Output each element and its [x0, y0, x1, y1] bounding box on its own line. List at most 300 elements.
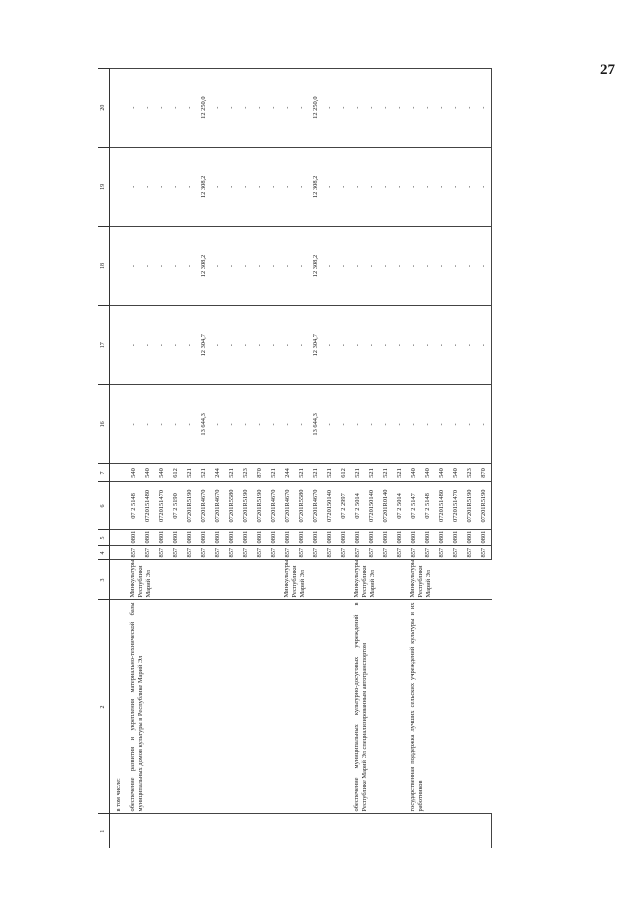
value-cell: -: [211, 68, 225, 147]
code-cell: 0801: [351, 530, 365, 546]
value-cell: -: [393, 68, 407, 147]
code-cell: 523: [463, 464, 477, 482]
code-cell: 0801: [435, 530, 449, 546]
code-cell: 857: [183, 546, 197, 560]
code-cell: 521: [379, 464, 393, 482]
table-cell: [110, 68, 128, 147]
code-cell: 07 2 5148: [127, 482, 141, 530]
code-cell: 0801: [253, 530, 267, 546]
code-cell: 540: [141, 464, 155, 482]
code-cell: 0801: [239, 530, 253, 546]
value-cell: -: [127, 385, 141, 464]
value-cell: -: [323, 306, 337, 385]
col-header: 6: [98, 482, 110, 530]
table-cell: [463, 814, 477, 848]
intro-label: в том числе:: [110, 600, 128, 814]
col-header: 1: [98, 814, 110, 848]
table-cell: [225, 814, 239, 848]
value-cell: -: [253, 385, 267, 464]
value-cell: -: [141, 385, 155, 464]
value-cell: -: [393, 306, 407, 385]
col-header: 19: [98, 147, 110, 226]
code-cell: 870: [477, 464, 492, 482]
value-cell: -: [463, 306, 477, 385]
code-cell: 857: [211, 546, 225, 560]
code-cell: 540: [435, 464, 449, 482]
value-cell: -: [379, 306, 393, 385]
value-cell: -: [337, 68, 351, 147]
code-cell: 0801: [169, 530, 183, 546]
value-cell: -: [407, 306, 421, 385]
table-cell: [323, 814, 337, 848]
code-cell: 857: [323, 546, 337, 560]
table-cell: [183, 814, 197, 848]
value-cell: -: [421, 385, 435, 464]
code-cell: 0801: [225, 530, 239, 546]
value-cell: -: [365, 226, 379, 305]
code-cell: 0801: [211, 530, 225, 546]
value-cell: -: [267, 306, 281, 385]
code-cell: 857: [309, 546, 323, 560]
value-cell: -: [211, 385, 225, 464]
value-cell: -: [365, 147, 379, 226]
table-cell: [110, 530, 128, 546]
code-cell: 612: [169, 464, 183, 482]
code-cell: 07 2 5147: [407, 482, 421, 530]
code-cell: 857: [449, 546, 463, 560]
value-cell: -: [267, 385, 281, 464]
code-cell: 0801: [295, 530, 309, 546]
col-header: 4: [98, 546, 110, 560]
code-cell: 857: [379, 546, 393, 560]
budget-table: [98, 68, 492, 848]
value-cell: -: [435, 306, 449, 385]
code-cell: 857: [141, 546, 155, 560]
value-cell: -: [155, 147, 169, 226]
code-cell: 0801: [127, 530, 141, 546]
code-cell: 857: [421, 546, 435, 560]
code-cell: 870: [253, 464, 267, 482]
value-cell: -: [267, 147, 281, 226]
table-cell: [110, 147, 128, 226]
value-cell: -: [435, 226, 449, 305]
table-cell: [211, 814, 225, 848]
code-cell: 0801: [449, 530, 463, 546]
code-cell: 244: [281, 464, 295, 482]
value-cell: -: [225, 306, 239, 385]
code-cell: 540: [127, 464, 141, 482]
table-cell: [477, 814, 492, 848]
col-header: 5: [98, 530, 110, 546]
code-cell: 07201R5190: [463, 482, 477, 530]
value-cell: -: [295, 147, 309, 226]
value-cell: -: [225, 385, 239, 464]
value-cell: 12 250,0: [197, 68, 211, 147]
value-cell: -: [435, 385, 449, 464]
value-cell: -: [477, 147, 492, 226]
value-cell: -: [421, 147, 435, 226]
value-cell: -: [435, 147, 449, 226]
table-cell: [281, 814, 295, 848]
code-cell: 857: [169, 546, 183, 560]
value-cell: -: [169, 306, 183, 385]
code-cell: 521: [295, 464, 309, 482]
value-cell: -: [477, 385, 492, 464]
code-cell: 0801: [393, 530, 407, 546]
value-cell: -: [365, 306, 379, 385]
value-cell: -: [211, 226, 225, 305]
code-cell: 07 2 5014: [351, 482, 365, 530]
table-cell: [365, 814, 379, 848]
value-cell: -: [127, 306, 141, 385]
code-cell: 0801: [463, 530, 477, 546]
code-cell: 0801: [197, 530, 211, 546]
value-cell: -: [281, 306, 295, 385]
code-cell: 07201R5190: [477, 482, 492, 530]
value-cell: -: [463, 147, 477, 226]
intro-row: [110, 68, 128, 848]
code-cell: 540: [155, 464, 169, 482]
code-cell: 0801: [155, 530, 169, 546]
code-cell: 521: [183, 464, 197, 482]
value-cell: -: [407, 68, 421, 147]
value-cell: -: [127, 147, 141, 226]
code-cell: 0801: [267, 530, 281, 546]
value-cell: -: [463, 226, 477, 305]
administrator-cell: Минкультуры Республики Марий Эл: [407, 560, 492, 600]
value-cell: -: [253, 226, 267, 305]
table-cell: [110, 306, 128, 385]
code-cell: 857: [393, 546, 407, 560]
value-cell: -: [351, 226, 365, 305]
value-cell: -: [183, 385, 197, 464]
value-cell: -: [141, 68, 155, 147]
code-cell: 540: [407, 464, 421, 482]
value-cell: -: [337, 226, 351, 305]
value-cell: -: [407, 147, 421, 226]
value-cell: -: [169, 226, 183, 305]
code-cell: 07201R4670: [267, 482, 281, 530]
value-cell: -: [295, 68, 309, 147]
value-cell: -: [379, 147, 393, 226]
table-cell: [435, 814, 449, 848]
value-cell: -: [407, 385, 421, 464]
value-cell: -: [449, 306, 463, 385]
table-row: [127, 68, 141, 848]
code-cell: 857: [463, 546, 477, 560]
value-cell: -: [127, 226, 141, 305]
code-cell: 0801: [337, 530, 351, 546]
rotated-table-container: [98, 68, 554, 848]
value-cell: -: [449, 68, 463, 147]
code-cell: 07201R5580: [225, 482, 239, 530]
value-cell: -: [295, 226, 309, 305]
code-cell: 07201R5190: [253, 482, 267, 530]
value-cell: -: [169, 68, 183, 147]
code-cell: 0720151480: [141, 482, 155, 530]
value-cell: -: [449, 226, 463, 305]
code-cell: 857: [407, 546, 421, 560]
table-cell: [197, 814, 211, 848]
value-cell: -: [295, 306, 309, 385]
value-cell: -: [239, 147, 253, 226]
value-cell: 12 308,2: [197, 147, 211, 226]
value-cell: -: [379, 68, 393, 147]
table-cell: [110, 482, 128, 530]
value-cell: 12 308,2: [309, 226, 323, 305]
value-cell: -: [393, 147, 407, 226]
table-cell: [309, 814, 323, 848]
value-cell: -: [225, 68, 239, 147]
value-cell: -: [463, 385, 477, 464]
code-cell: 0801: [421, 530, 435, 546]
code-cell: 0801: [183, 530, 197, 546]
value-cell: -: [477, 306, 492, 385]
code-cell: 07 2 2997: [337, 482, 351, 530]
code-cell: 0801: [323, 530, 337, 546]
table-cell: [127, 814, 141, 848]
code-cell: 521: [323, 464, 337, 482]
code-cell: 857: [295, 546, 309, 560]
code-cell: 521: [393, 464, 407, 482]
code-cell: 0720151480: [435, 482, 449, 530]
code-cell: 07201R5190: [183, 482, 197, 530]
value-cell: -: [211, 147, 225, 226]
value-cell: -: [393, 226, 407, 305]
value-cell: 12 304,7: [309, 306, 323, 385]
value-cell: -: [155, 306, 169, 385]
code-cell: 244: [211, 464, 225, 482]
value-cell: -: [323, 226, 337, 305]
table-cell: [379, 814, 393, 848]
value-cell: -: [281, 147, 295, 226]
code-cell: 521: [365, 464, 379, 482]
table-cell: [407, 814, 421, 848]
value-cell: -: [323, 147, 337, 226]
value-cell: -: [337, 306, 351, 385]
table-cell: [253, 814, 267, 848]
value-cell: 12 308,2: [309, 147, 323, 226]
value-cell: -: [239, 306, 253, 385]
code-cell: 0801: [281, 530, 295, 546]
table-cell: [110, 385, 128, 464]
code-cell: 521: [197, 464, 211, 482]
col-header: 7: [98, 464, 110, 482]
value-cell: -: [183, 226, 197, 305]
table-cell: [141, 814, 155, 848]
value-cell: -: [449, 385, 463, 464]
col-header: 18: [98, 226, 110, 305]
value-cell: -: [127, 68, 141, 147]
value-cell: -: [253, 68, 267, 147]
code-cell: 07201R4670: [281, 482, 295, 530]
code-cell: 857: [127, 546, 141, 560]
value-cell: -: [141, 226, 155, 305]
value-cell: -: [477, 68, 492, 147]
value-cell: -: [155, 226, 169, 305]
value-cell: -: [351, 385, 365, 464]
code-cell: 07201R4670: [197, 482, 211, 530]
code-cell: 521: [309, 464, 323, 482]
value-cell: -: [365, 385, 379, 464]
value-cell: -: [351, 147, 365, 226]
value-cell: 13 644,3: [197, 385, 211, 464]
code-cell: 857: [225, 546, 239, 560]
col-header: 17: [98, 306, 110, 385]
value-cell: -: [323, 385, 337, 464]
code-cell: 857: [337, 546, 351, 560]
value-cell: -: [365, 68, 379, 147]
value-cell: -: [351, 306, 365, 385]
code-cell: 857: [477, 546, 492, 560]
indicator-label: обеспечение развития и укрепления материально-технической базы муниципальных домов культуры в Республике Марий Эл: [127, 600, 281, 814]
code-cell: 857: [267, 546, 281, 560]
code-cell: 07201R5580: [295, 482, 309, 530]
code-cell: 0720151470: [449, 482, 463, 530]
value-cell: -: [393, 385, 407, 464]
code-cell: 07201R4670: [309, 482, 323, 530]
indicator-label: государственная поддержка лучших сельских учреждений культуры и их работников: [407, 600, 492, 814]
value-cell: -: [379, 226, 393, 305]
value-cell: -: [225, 226, 239, 305]
value-cell: -: [225, 147, 239, 226]
table-cell: [295, 814, 309, 848]
code-cell: 857: [435, 546, 449, 560]
value-cell: -: [295, 385, 309, 464]
value-cell: -: [351, 68, 365, 147]
value-cell: -: [281, 385, 295, 464]
value-cell: -: [407, 226, 421, 305]
code-cell: 07 2 5148: [421, 482, 435, 530]
indicator-label: обеспечение муниципальных культурно-досуговых учреждений в Республике Марий Эл специализированным автотранспортом: [351, 600, 407, 814]
indicator-label: [281, 600, 351, 814]
value-cell: -: [267, 68, 281, 147]
table-header: [98, 68, 110, 848]
col-header: 3: [98, 560, 110, 600]
value-cell: -: [141, 147, 155, 226]
value-cell: -: [155, 68, 169, 147]
code-cell: 0801: [309, 530, 323, 546]
col-header: 16: [98, 385, 110, 464]
code-cell: 857: [197, 546, 211, 560]
administrator-cell: Минкультуры Республики Марий Эл: [281, 560, 351, 600]
code-cell: 0801: [379, 530, 393, 546]
administrator-cell: Минкультуры Республики Марий Эл: [127, 560, 281, 600]
value-cell: -: [183, 68, 197, 147]
table-cell: [110, 560, 128, 600]
value-cell: -: [169, 147, 183, 226]
table-cell: [337, 814, 351, 848]
code-cell: 857: [253, 546, 267, 560]
value-cell: -: [211, 306, 225, 385]
code-cell: 857: [155, 546, 169, 560]
value-cell: -: [421, 226, 435, 305]
value-cell: -: [253, 306, 267, 385]
code-cell: 521: [225, 464, 239, 482]
page-number: 27: [600, 62, 615, 78]
table-cell: [110, 814, 128, 848]
value-cell: -: [337, 385, 351, 464]
table-cell: [449, 814, 463, 848]
code-cell: 07201R0140: [379, 482, 393, 530]
value-cell: -: [281, 226, 295, 305]
value-cell: -: [141, 306, 155, 385]
value-cell: 13 644,3: [309, 385, 323, 464]
value-cell: -: [239, 226, 253, 305]
table-row: [407, 68, 421, 848]
code-cell: 0720150140: [323, 482, 337, 530]
administrator-cell: Минкультуры Республики Марий Эл: [351, 560, 407, 600]
header-row: [98, 68, 110, 848]
code-cell: 521: [351, 464, 365, 482]
code-cell: 857: [365, 546, 379, 560]
table-body: [110, 68, 492, 848]
value-cell: -: [239, 385, 253, 464]
code-cell: 0801: [141, 530, 155, 546]
table-cell: [155, 814, 169, 848]
value-cell: -: [183, 147, 197, 226]
table-cell: [351, 814, 365, 848]
table-cell: [267, 814, 281, 848]
value-cell: -: [421, 306, 435, 385]
code-cell: 523: [239, 464, 253, 482]
value-cell: -: [155, 385, 169, 464]
value-cell: -: [239, 68, 253, 147]
code-cell: 0801: [407, 530, 421, 546]
code-cell: 857: [239, 546, 253, 560]
value-cell: -: [435, 68, 449, 147]
value-cell: -: [337, 147, 351, 226]
value-cell: -: [281, 68, 295, 147]
table-cell: [393, 814, 407, 848]
value-cell: 12 308,2: [197, 226, 211, 305]
code-cell: 0801: [365, 530, 379, 546]
code-cell: 0801: [477, 530, 492, 546]
value-cell: -: [267, 226, 281, 305]
value-cell: 12 250,0: [309, 68, 323, 147]
code-cell: 07 2 5190: [169, 482, 183, 530]
value-cell: -: [421, 68, 435, 147]
value-cell: -: [169, 385, 183, 464]
table-row: [351, 68, 365, 848]
code-cell: 0720151470: [155, 482, 169, 530]
value-cell: -: [379, 385, 393, 464]
table-cell: [169, 814, 183, 848]
code-cell: 540: [421, 464, 435, 482]
value-cell: -: [477, 226, 492, 305]
table-cell: [110, 464, 128, 482]
code-cell: 07 2 5014: [393, 482, 407, 530]
table-cell: [239, 814, 253, 848]
code-cell: 521: [267, 464, 281, 482]
col-header: 20: [98, 68, 110, 147]
value-cell: -: [323, 68, 337, 147]
value-cell: -: [449, 147, 463, 226]
value-cell: 12 304,7: [197, 306, 211, 385]
table-cell: [110, 546, 128, 560]
code-cell: 857: [281, 546, 295, 560]
code-cell: 07201R5190: [239, 482, 253, 530]
code-cell: 857: [351, 546, 365, 560]
value-cell: -: [183, 306, 197, 385]
value-cell: -: [253, 147, 267, 226]
code-cell: 0720150140: [365, 482, 379, 530]
code-cell: 540: [449, 464, 463, 482]
table-cell: [421, 814, 435, 848]
col-header: 2: [98, 600, 110, 814]
value-cell: -: [463, 68, 477, 147]
table-cell: [110, 226, 128, 305]
